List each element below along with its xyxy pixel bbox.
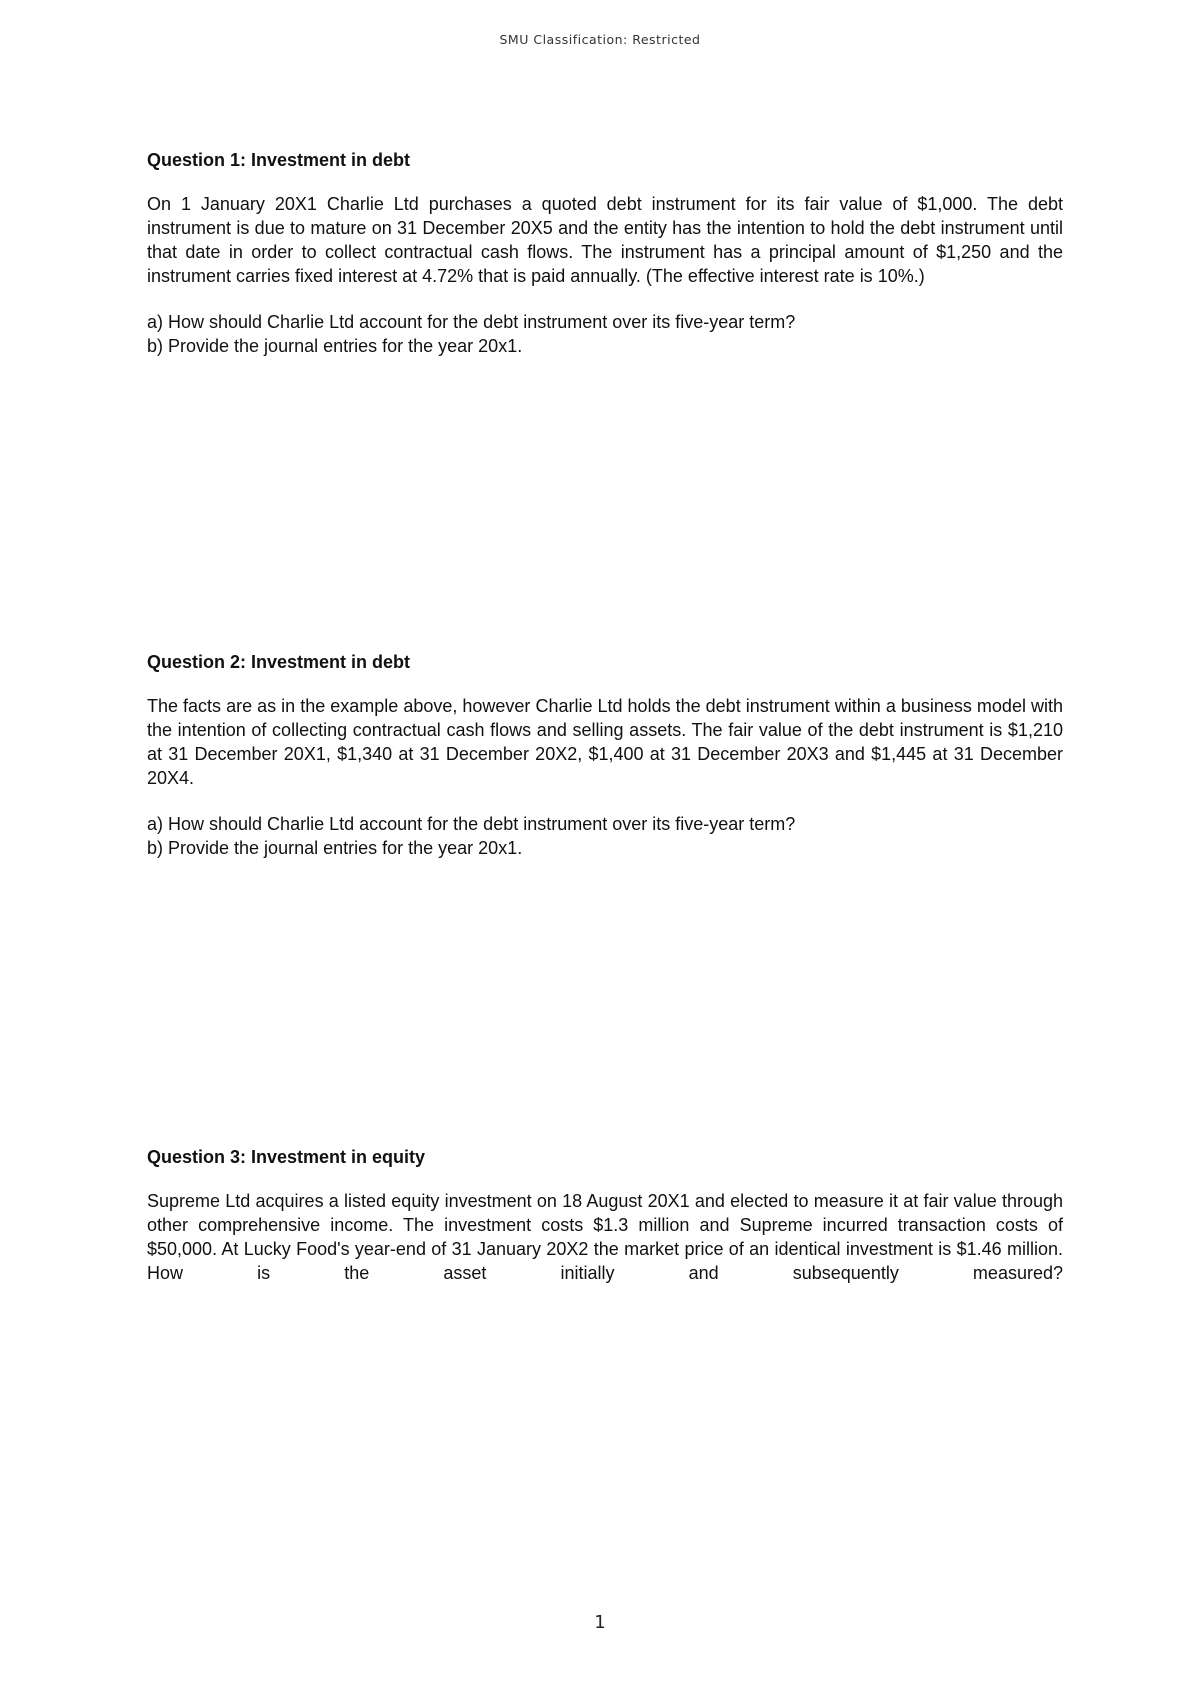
classification-label: SMU Classification: Restricted [499, 32, 701, 47]
question-2-title: Question 2: Investment in debt [147, 652, 411, 672]
question-1-title: Question 1: Investment in debt [147, 150, 411, 170]
question-2-part-b: b) Provide the journal entries for the year 20x1. [147, 838, 523, 858]
question-3-title: Question 3: Investment in equity [147, 1147, 426, 1167]
question-3 [147, 1145, 1063, 1285]
question-1 [147, 148, 1063, 358]
question-1-part-a: a) How should Charlie Ltd account for the debt instrument over its five-year term? [147, 312, 796, 332]
question-1-part-b: b) Provide the journal entries for the year 20x1. [147, 336, 523, 356]
question-2-body: The facts are as in the example above, however Charlie Ltd holds the debt instrument within a business model with the intention of collecting contractual cash flows and selling assets. The fair value of the debt instrument is $1,210 at 31 December 20X1, $1,340 at 31 December 20X2, $1,400 at 31 December 20X3 and $1,445 at 31 December 20X4. [147, 696, 1063, 788]
question-3-body: Supreme Ltd acquires a listed equity investment on 18 August 20X1 and elected to measure it at fair value through other comprehensive income. The investment costs $1.3 million and Supreme incurred transaction costs of $50,000. At Lucky Food's year-end of 31 January 20X2 the market price of an identical investment is $1.46 million. How is the asset initially and subsequently measured? [147, 1191, 1063, 1283]
question-2 [147, 650, 1063, 860]
question-1-parts [147, 310, 1063, 358]
question-2-parts [147, 812, 1063, 860]
question-1-body: On 1 January 20X1 Charlie Ltd purchases a quoted debt instrument for its fair value of $1,000. The debt instrument is due to mature on 31 December 20X5 and the entity has the intention to hold the debt instrument until that date in order to collect contractual cash flows. The instrument has a principal amount of $1,250 and the instrument carries fixed interest at 4.72% that is paid annually. (The effective interest rate is 10%.) [147, 194, 1063, 286]
page-number: 1 [594, 1612, 606, 1633]
question-2-part-a: a) How should Charlie Ltd account for the debt instrument over its five-year term? [147, 814, 796, 834]
